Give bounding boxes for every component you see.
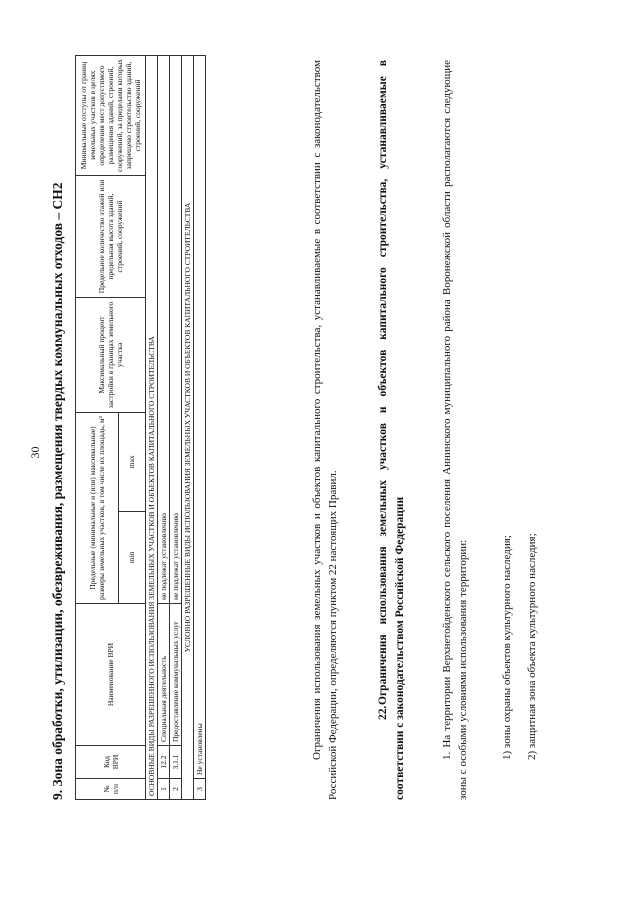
header-percent: Максимальный процент застройки в границах земельного участка: [76, 298, 146, 413]
section-conditional-uses: УСЛОВНО РАЗРЕШЕННЫЕ ВИДЫ ИСПОЛЬЗОВАНИЯ ЗЕМЕЛЬНЫХ УЧАСТКОВ И ОБЪЕКТОВ КАПИТАЛЬНОГО СТРОИТЕЛЬСТВА: [182, 56, 194, 800]
paragraph-zones: 1. На территории Верхнетойденского сельского поселения Аннинского муниципального района Воронежской области располагаются следующие зоны с особыми условиями использования территории:: [441, 60, 469, 800]
header-name: Наименование ВРИ: [76, 604, 146, 746]
header-num: № п/п: [76, 779, 146, 800]
zone-regulations-table: [75, 55, 206, 800]
header-code: Код ВРИ: [76, 746, 146, 779]
table-row: [194, 56, 206, 800]
list-item: 1) зоны охраны объектов культурного наследия;: [501, 535, 513, 760]
table-row: [158, 56, 170, 800]
row-value: не подлежат установлению: [170, 56, 182, 604]
row-value: не подлежат установлению: [158, 56, 170, 604]
row-num: 1: [158, 779, 170, 800]
row-num: 3: [194, 779, 206, 800]
row-text: Не установлены: [194, 56, 206, 779]
row-code: 12.2: [158, 746, 170, 779]
section-number: 22.: [377, 705, 389, 720]
page-number: 30: [28, 446, 42, 459]
paragraph-restrictions: Ограничения использования земельных участков и объектов капитального строительства, устанавливаемые в соответствии с законодательством Российской Федерации, определяются пунктом 22 настоящих Правил.: [311, 60, 339, 800]
section-main-uses: ОСНОВНЫЕ ВИДЫ РАЗРЕШЕННОГО ИСПОЛЬЗОВАНИЯ ЗЕМЕЛЬНЫХ УЧАСТКОВ И ОБЪЕКТОВ КАПИТАЛЬНОГО СТРОИТЕЛЬСТВА: [146, 56, 158, 800]
row-code: 3.1.1: [170, 746, 182, 779]
list-item: 2) защитная зона объекта культурного наследия;: [526, 533, 538, 760]
document-title: 9. Зона обработки, утилизации, обезвреживания, размещения твердых коммунальных отходов – СН2: [50, 182, 65, 800]
header-distance: Минимальные отступы от границ земельных участков в целях определения мест допустимого размещения зданий, строений, сооружений, за пределами которых запрещено строительство зданий, строений, сооружений: [76, 56, 146, 176]
table-row: [170, 56, 182, 800]
header-floors: Предельное количество этажей или предельная высота зданий, строений, сооружений: [76, 176, 146, 298]
row-name: Специальная деятельность: [158, 604, 170, 746]
section-heading-text: Ограничения использования земельных участков и объектов капитального строительства, устанавливаемые в соответствии с законодательством Российской Федерации: [377, 60, 406, 800]
row-num: 2: [170, 779, 182, 800]
header-min: min: [118, 511, 145, 603]
header-max: max: [118, 413, 145, 512]
row-name: Предоставление коммунальных услуг: [170, 604, 182, 746]
section-heading: [375, 60, 408, 800]
header-size: Предельные (минимальные и (или) максимальные) размеры земельных участков, в том числе их площадь, м²: [76, 413, 119, 604]
